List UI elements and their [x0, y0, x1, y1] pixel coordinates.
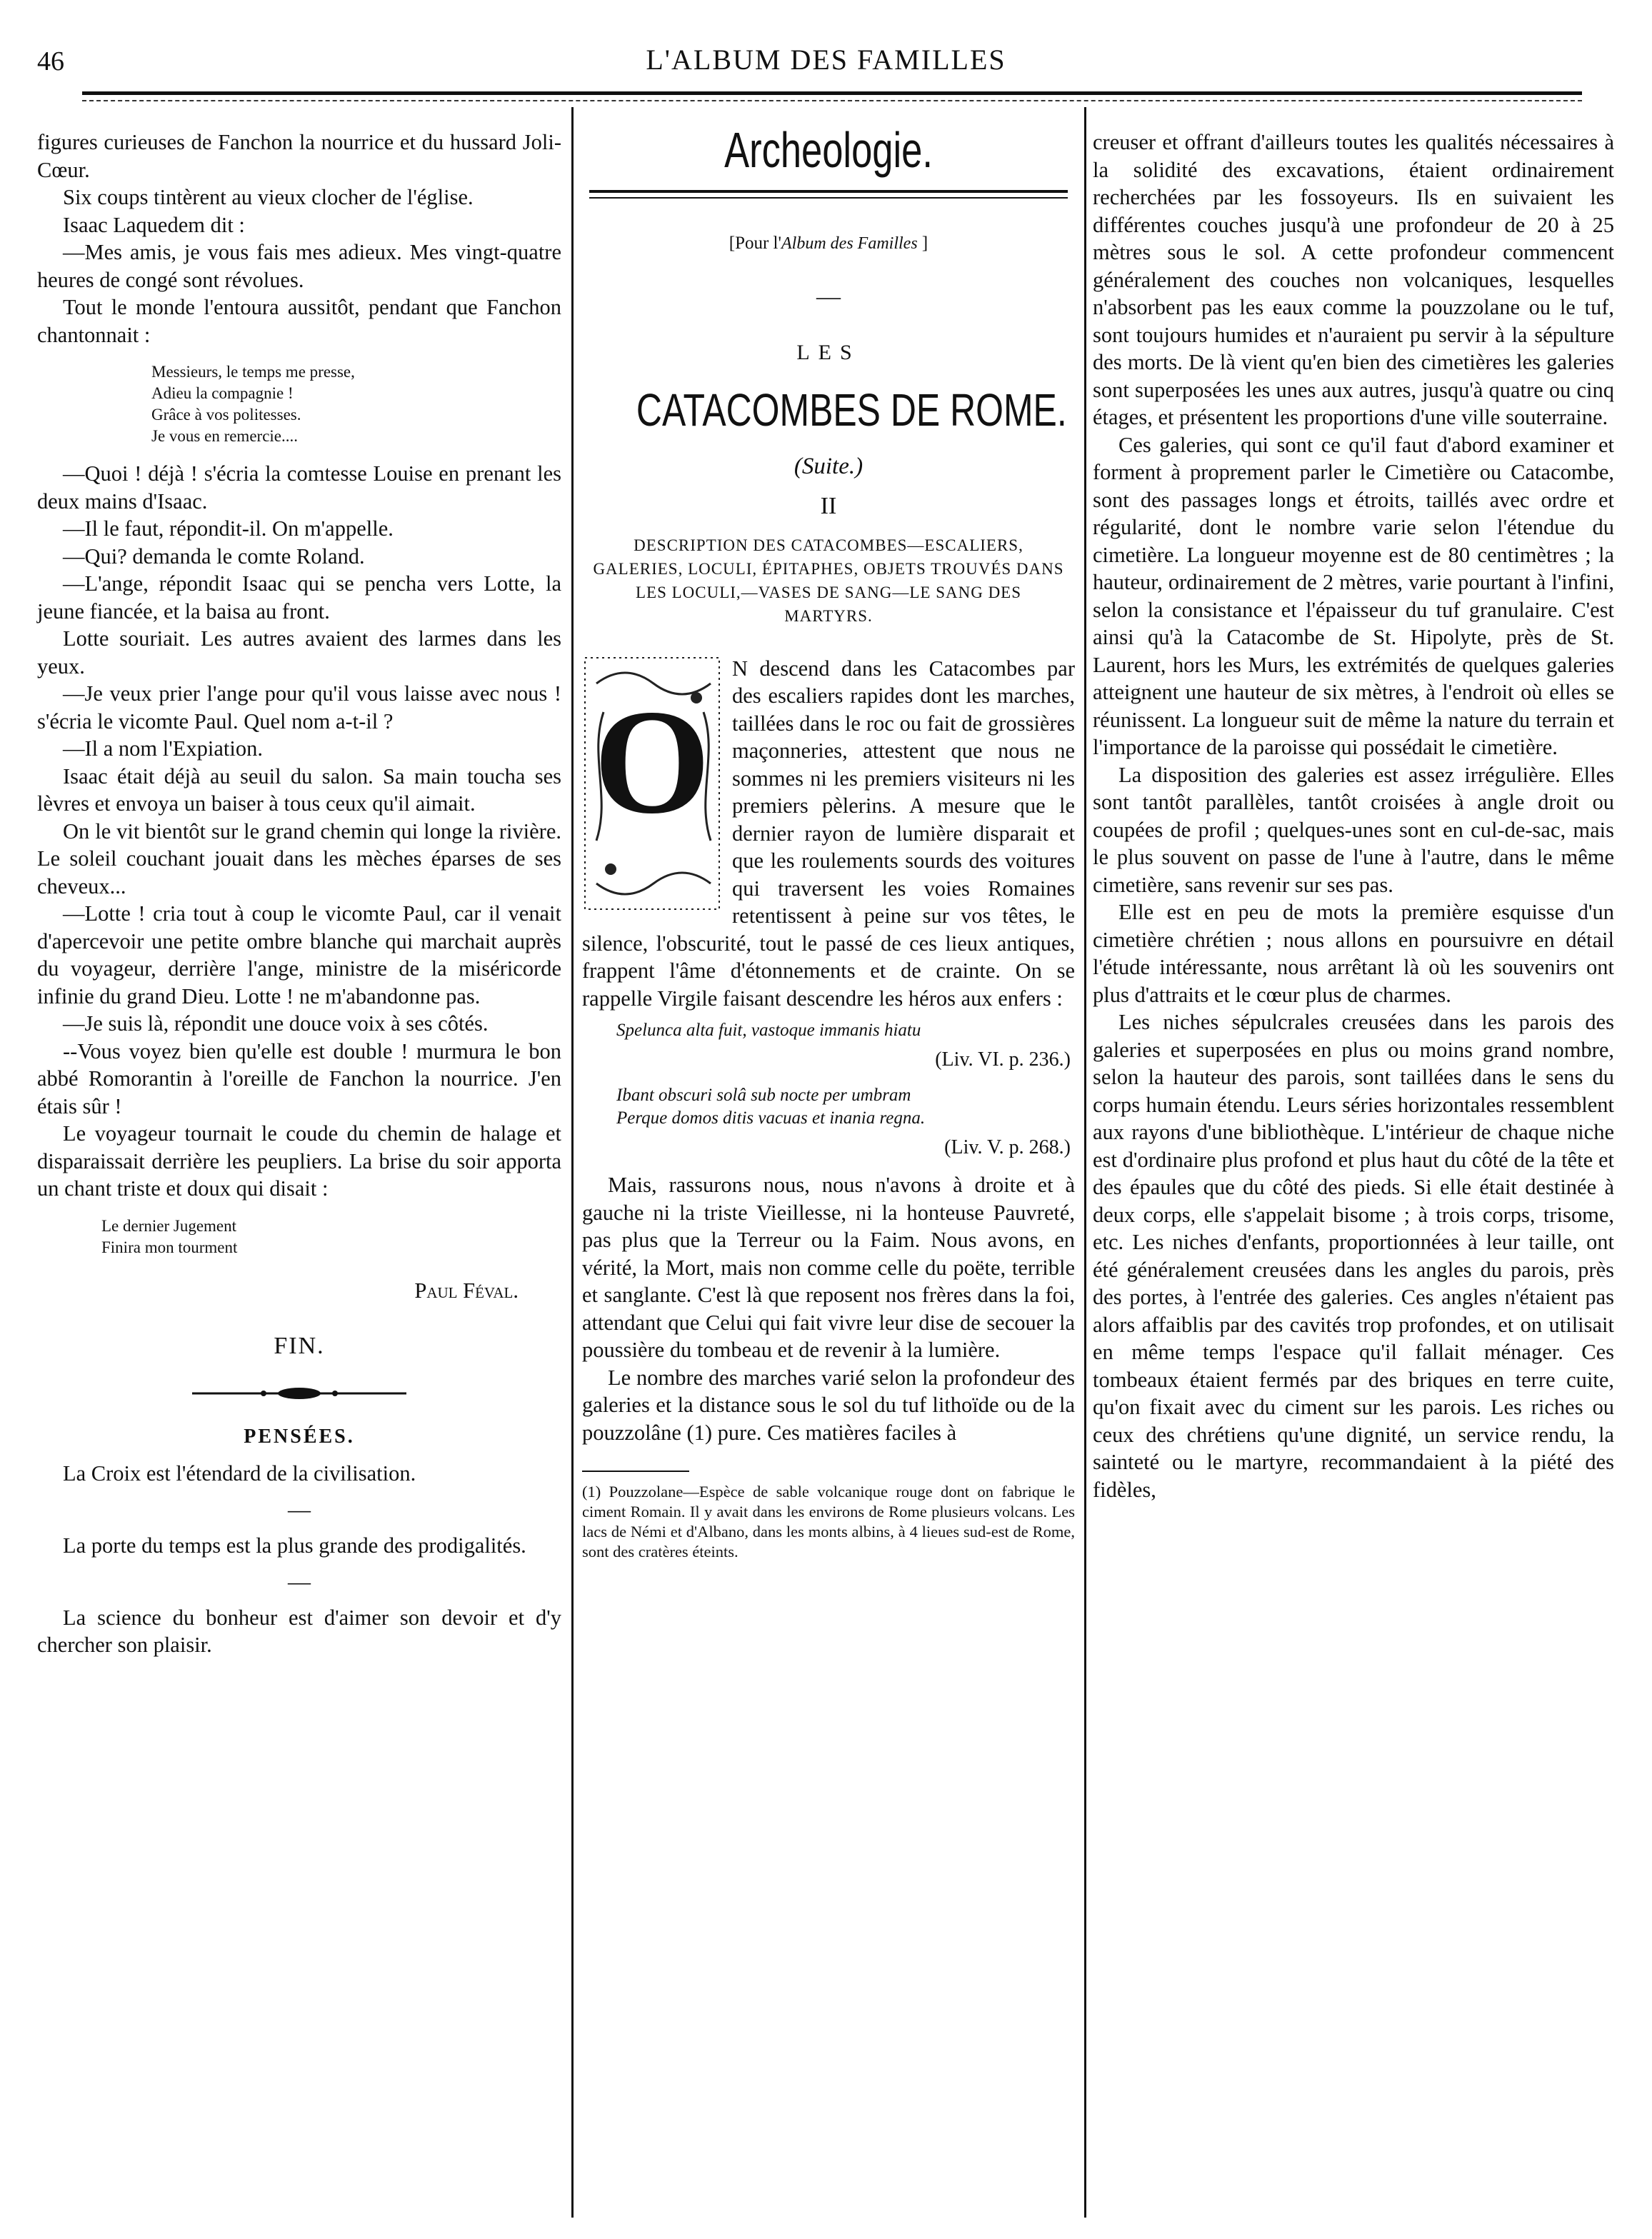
verse-line: Je vous en remercie.... [151, 427, 299, 445]
pour-prefix: [Pour l' [729, 234, 782, 253]
title-rule [589, 190, 1068, 199]
fin-label: FIN. [274, 1333, 325, 1359]
left-column [37, 129, 561, 1659]
paragraph: Isaac Laquedem dit : [63, 212, 245, 237]
paragraph: —Qui? demanda le comte Roland. [63, 544, 365, 568]
paragraph: —Je suis là, répondit une douce voix à ses côtés. [63, 1011, 489, 1036]
right-column [1093, 129, 1614, 1503]
paragraph: Le nombre des marches varié selon la profondeur des galeries et la distance sous le sol du tuf lithoïde ou de la pouzzolâne (1) pure. Ces matières faciles à [582, 1365, 1075, 1445]
header-rule [82, 91, 1582, 95]
paragraph: Tout le monde l'entoura aussitôt, pendant que Fanchon chantonnait : [37, 295, 561, 347]
verse-line: Finira mon tourment [101, 1238, 238, 1256]
latin-quote: Perque domos ditis vacuas et inania regna. [616, 1108, 926, 1128]
pensee: La science du bonheur est d'aimer son devoir et d'y chercher son plaisir. [37, 1605, 561, 1657]
verse-line: Messieurs, le temps me presse, [151, 363, 355, 381]
paragraph: —Je veux prier l'ange pour qu'il vous laisse avec nous ! s'écria le vicomte Paul. Quel nom a-t-il ? [37, 681, 561, 733]
suite-label: (Suite.) [794, 453, 863, 479]
paragraph: —Il le faut, répondit-il. On m'appelle. [63, 516, 394, 541]
verse-line: Le dernier Jugement [101, 1216, 237, 1235]
article-pretitle: LES [796, 341, 861, 364]
author-signature: Paul Féval. [414, 1278, 519, 1303]
latin-quote: Ibant obscuri solâ sub nocte per umbram [616, 1085, 911, 1105]
pour-suffix: ] [921, 234, 928, 253]
latin-quote: Spelunca alta fuit, vastoque immanis hiatu [616, 1021, 921, 1040]
paragraph: Isaac était déjà au seuil du salon. Sa main toucha ses lèvres et envoya un baiser à tous ceux qu'il aimait. [37, 763, 561, 816]
ornate-dropcap [582, 655, 722, 912]
paragraph: figures curieuses de Fanchon la nourrice et du hussard Joli-Cœur. [37, 130, 561, 182]
paragraph: La disposition des galeries est assez irrégulière. Elles sont tantôt parallèles, tantôt croisées à angle droit ou coupées de profil ; quelques-unes sont en cul-de-sac, mais le plus souvent on passe de l'une à l'autre, dans le même cimetière, sans revenir sur ses pas. [1093, 762, 1614, 897]
paragraph: On le vit bientôt sur le grand chemin qui longe la rivière. Le soleil couchant jouait dans les mèches éparses de ses cheveux... [37, 818, 561, 898]
paragraph: Ces galeries, qui sont ce qu'il faut d'abord examiner et forment à proprement parler le Cimetière ou Catacombe, sont des passages longs et étroits, taillés avec ordre et régularité, dont le nombre varie selon l'étendue du cimetière. La longueur moyenne est de 80 centimètres ; la hauteur, ordinairement de 2 mètres, varie pourtant à l'infini, selon la consistance et l'épaisseur du tuf granulaire. C'est ainsi qu'à la Catacombe de St. Hipolyte, près de St. Laurent, hors les Murs, les extrémités de quelques galeries atteignent une hauteur de six mètres, à l'endroit où elles se réunissent. La longueur suit de même la nature du terrain et l'importance de la paroisse qui possédait le cimetière. [1093, 432, 1614, 759]
verse-line: Adieu la compagnie ! [151, 384, 294, 402]
running-title: L'ALBUM DES FAMILLES [646, 44, 1006, 76]
dropcap-letter: O [594, 678, 711, 845]
paragraph: Le voyageur tournait le coude du chemin de halage et disparaissait derrière les peupliers. La brise du soir apporta un chant triste et doux qui disait : [37, 1121, 561, 1201]
album-name: Album des Familles [781, 234, 918, 253]
paragraph: —Lotte ! cria tout à coup le vicomte Paul, car il venait d'apercevoir une petite ombre blanche qui marchait auprès du voyageur, derrière l'ange, ministre de la miséricorde infinie du grand Dieu. Lotte ! ne m'abandonne pas. [37, 901, 561, 1008]
citation: (Liv. V. p. 268.) [944, 1136, 1071, 1158]
chapter-number: II [820, 493, 837, 519]
paragraph: —L'ange, répondit Isaac qui se pencha vers Lotte, la jeune fiancée, et la baisa au front. [37, 571, 561, 623]
paragraph: creuser et offrant d'ailleurs toutes les qualités nécessaires à la solidité des excavations, étaient ordinairement recherchées par les fossoyeurs. Ils en suivaient les différentes couches jusqu'à une profondeur de 20 à 25 mètres sous le sol. A cette profondeur commencent généralement des couches non volcaniques, lesquelles n'absorbent pas les eaux comme la pouzzolane ou le tuf, sont toujours humides et n'auraient pu servir à la sépulture des morts. De là vient qu'en bien des cimetières les galeries sont superposées les unes aux autres, jusqu'à quatre ou cinq étages, et présentent les proportions d'une ville souterraine. [1093, 130, 1614, 429]
header-rule-dashed [82, 100, 1582, 101]
paragraph: Elle est en peu de mots la première esquisse d'un cimetière chrétien ; nous allons en poursuivre en détail l'étude intéressante, nous arrêtant là où les souvenirs ont plus d'attraits et le cœur plus de charmes. [1093, 900, 1614, 1007]
verse-line: Grâce à vos politesses. [151, 406, 301, 424]
column-divider-right [1084, 107, 1086, 2218]
paragraph: Mais, rassurons nous, nous n'avons à droite et à gauche ni la triste Vieillesse, ni la honteuse Pauvreté, pas plus que la Terreur ou la Faim. Nous avons, en vérité, la Mort, mais non comme celle du poëte, terrible et sanglante. C'est là que reposent nos frères dans la foi, attendant que Celui qui fait vivre leur dise de secouer la poussière du tombeau et de revenir à la lumière. [582, 1173, 1075, 1362]
dropcap-ornament-icon [582, 655, 722, 912]
ornament-divider-icon [37, 1382, 561, 1410]
footnote-rule [582, 1471, 689, 1472]
citation: (Liv. VI. p. 236.) [935, 1048, 1071, 1071]
paragraph: Lotte souriait. Les autres avaient des larmes dans les yeux. [37, 626, 561, 678]
paragraph: Les niches sépulcrales creusées dans les parois des galeries et superposées en plus ou moins grand nombre, selon la hauteur des parois, sont taillées dans le sens du corps humain étendu. Leurs séries horizontales ressemblent aux rayons d'une bibliothèque. L'intérieur de chaque niche est d'ordinaire plus profond et plus haut du côté de la tête et des épaules que du côté des pieds. Si elle était destinée à deux corps, elle s'appelait bisome ; à trois corps, trisome, etc. Les niches d'enfants, proportionnées à leur taille, ont été généralement creusées dans les angles du parois, près des portes, à l'entrée des galeries. Ces angles n'étaient pas alors affaiblis par des cavités trop profondes, et on utilisait en même temps l'espace qu'il fallait ménager. Ces tombeaux étaient fermés par des briques en terre cuite, qu'on fixait avec du ciment sur les parois. Les riches ou ceux des chrétiens qu'une dignité, un service rendu, la sainteté ou le martyre, recommandaient à la piété des fidèles, [1093, 1010, 1614, 1502]
middle-column [582, 114, 1075, 1562]
paragraph: --Vous voyez bien qu'elle est double ! murmura le bon abbé Romorantin à l'oreille de Fanchon la nourrice. J'en étais sûr ! [37, 1038, 561, 1118]
footnote: (1) Pouzzolane—Espèce de sable volcanique rouge dont on fabrique le ciment Romain. Il y avait dans les environs de Rome plusieurs volcans. Les lacs de Némi et d'Albano, dans les monts albins, à 4 lieues sud-est de Rome, sont des cratères éteints. [582, 1483, 1075, 1561]
pensee: La Croix est l'étendard de la civilisation. [63, 1461, 416, 1486]
paragraph: —Quoi ! déjà ! s'écria la comtesse Louise en prenant les deux mains d'Isaac. [37, 461, 561, 514]
song-verse [101, 1216, 561, 1258]
pour-album-line [582, 230, 1075, 258]
separator-dash: — [288, 1568, 311, 1594]
paragraph: —Il a nom l'Expiation. [63, 736, 263, 761]
article-title: CATACOMBES DE ROME. [636, 384, 1067, 436]
pensee: La porte du temps est la plus grande des prodigalités. [63, 1533, 526, 1558]
column-divider-left [571, 107, 574, 2218]
page-number: 46 [37, 46, 64, 76]
separator-dash: — [288, 1496, 311, 1522]
paragraph: N descend dans les Catacombes par des escaliers rapides dont les marches, taillées dans le roc ou fait de grossières maçonneries, attestent que nous ne sommes ni les premiers visiteurs ni les premiers pèlerins. A mesure que le dernier rayon de lumière disparait et que les roulements sourds des voitures qui traversent les voies Romaines retentissent à peine sur vos têtes, le silence, l'obscurité, tout le passé de ces lieux antiques, frappent l'âme d'étonnements et de crainte. On se rappelle Virgile faisant descendre les héros aux enfers : [582, 656, 1075, 1011]
paragraph: Six coups tintèrent au vieux clocher de l'église. [63, 185, 474, 209]
separator-dash: — [816, 283, 841, 310]
song-verse [151, 361, 561, 447]
section-title: Archeologie. [724, 122, 933, 178]
pensees-title: PENSÉES. [244, 1426, 355, 1448]
chapter-summary: DESCRIPTION DES CATACOMBES—ESCALIERS, GALERIES, LOCULI, ÉPITAPHES, OBJETS TROUVÉS DANS LES LOCULI,—VASES DE SANG—LE SANG DES MARTYRS. [593, 536, 1064, 625]
paragraph: —Mes amis, je vous fais mes adieux. Mes vingt-quatre heures de congé sont révolues. [37, 240, 561, 292]
